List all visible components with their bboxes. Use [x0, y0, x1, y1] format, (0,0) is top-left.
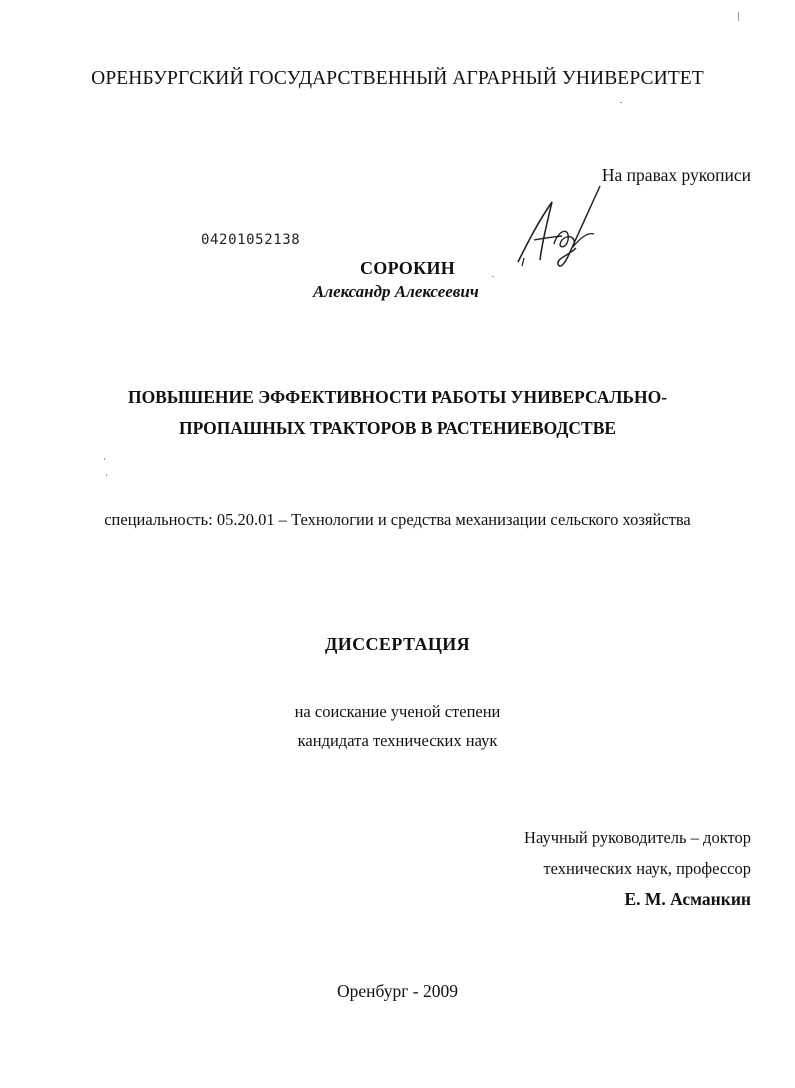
rights-note: На правах рукописи — [601, 165, 751, 185]
author-surname: СОРОКИН — [360, 258, 456, 278]
advisor-line-2: технических наук, профессор — [543, 859, 751, 878]
scan-artifact — [106, 474, 107, 476]
degree-block — [0, 697, 795, 755]
thesis-title — [0, 382, 795, 444]
scan-artifact — [492, 276, 494, 277]
document-type: ДИССЕРТАЦИЯ — [324, 634, 471, 654]
advisor-block — [524, 822, 751, 915]
scan-artifact — [104, 458, 105, 460]
advisor-name: Е. М. Асманкин — [624, 889, 751, 909]
university-name: ОРЕНБУРГСКИЙ ГОСУДАРСТВЕННЫЙ АГРАРНЫЙ УНИВЕРСИТЕТ — [91, 68, 704, 89]
scan-artifact — [620, 102, 622, 103]
document-code: 04201052138 — [201, 232, 301, 248]
author-signature — [510, 182, 610, 277]
author-given-names: Александр Алексеевич — [313, 282, 479, 301]
degree-line-2: кандидата технических наук — [297, 731, 498, 750]
specialty-line: специальность: 05.20.01 – Технологии и средства механизации сельского хозяйства — [104, 510, 691, 529]
place-year: Оренбург - 2009 — [336, 981, 458, 1001]
thesis-title-line-1: ПОВЫШЕНИЕ ЭФФЕКТИВНОСТИ РАБОТЫ УНИВЕРСАЛЬНО- — [127, 387, 668, 407]
scan-artifact — [738, 12, 739, 21]
degree-line-1: на соискание ученой степени — [294, 702, 501, 721]
advisor-line-1: Научный руководитель – доктор — [524, 828, 751, 847]
thesis-title-line-2: ПРОПАШНЫХ ТРАКТОРОВ В РАСТЕНИЕВОДСТВЕ — [178, 418, 617, 438]
